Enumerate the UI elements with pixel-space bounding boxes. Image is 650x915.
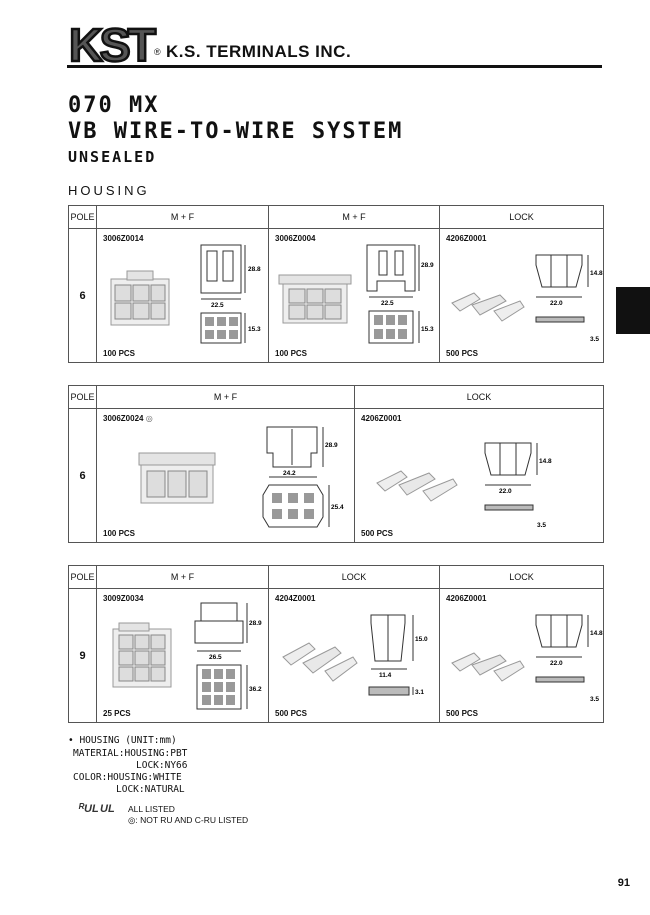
title-line-1: 070 MX (68, 93, 160, 118)
svg-text:22.5: 22.5 (211, 302, 224, 309)
ul-note: ◎: NOT RU AND C-RU LISTED (128, 815, 249, 825)
svg-text:3.5: 3.5 (590, 336, 600, 343)
svg-text:UL: UL (100, 803, 115, 815)
housing-table-1 (68, 205, 604, 363)
pole-count: 9 (69, 589, 97, 723)
kst-logo (67, 21, 157, 65)
svg-text:36.2: 36.2 (249, 686, 262, 693)
lock-photo (279, 637, 361, 687)
header-m-f: M + F (97, 566, 269, 589)
connector-photo (105, 269, 175, 331)
note-color-lock: LOCK:NATURAL (116, 784, 185, 795)
product-cell (440, 229, 604, 363)
package-quantity: 25 PCS (103, 709, 131, 718)
not-ru-listed-mark: ◎ (145, 414, 153, 423)
note-material: MATERIAL:HOUSING:PBT (73, 748, 188, 759)
dimension-drawing (532, 611, 604, 715)
dimension-drawing (197, 241, 267, 349)
dimension-drawing (481, 439, 561, 539)
title-line-3: UNSEALED (68, 148, 157, 166)
pole-count: 6 (69, 409, 97, 543)
svg-text:KST: KST (69, 21, 156, 65)
dimension-drawing (193, 599, 269, 713)
package-quantity: 500 PCS (275, 709, 308, 718)
header-pole: POLE (69, 386, 97, 409)
pole-count: 6 (69, 229, 97, 363)
part-number: 3006Z0014 (103, 234, 144, 243)
svg-text:ᴿ: ᴿ (78, 801, 85, 815)
product-cell (97, 229, 269, 363)
product-cell (97, 589, 269, 723)
header-lock: LOCK (355, 386, 604, 409)
svg-text:22.5: 22.5 (381, 300, 394, 307)
package-quantity: 100 PCS (275, 349, 308, 358)
svg-text:15.3: 15.3 (248, 326, 261, 333)
part-number: 4206Z0001 (361, 414, 402, 423)
svg-text:28.8: 28.8 (248, 266, 261, 273)
svg-text:11.4: 11.4 (379, 672, 392, 679)
svg-text:UL: UL (84, 803, 99, 815)
svg-text:14.8: 14.8 (590, 630, 603, 637)
dimension-drawing (261, 423, 351, 531)
product-cell (355, 409, 604, 543)
company-name: K.S. TERMINALS INC. (166, 42, 352, 61)
note-color: COLOR:HOUSING:WHITE (73, 772, 182, 783)
section-label: HOUSING (68, 183, 150, 198)
svg-text:24.2: 24.2 (283, 470, 296, 477)
header-pole: POLE (69, 206, 97, 229)
package-quantity: 500 PCS (446, 349, 479, 358)
note-material-lock: LOCK:NY66 (136, 760, 188, 771)
svg-text:26.5: 26.5 (209, 654, 222, 661)
svg-text:22.0: 22.0 (550, 300, 563, 307)
svg-text:28.9: 28.9 (249, 620, 262, 627)
header-m-f: M + F (97, 206, 269, 229)
package-quantity: 100 PCS (103, 349, 136, 358)
part-number: 4206Z0001 (446, 234, 487, 243)
part-number: 4204Z0001 (275, 594, 316, 603)
header-pole: POLE (69, 566, 97, 589)
svg-text:22.0: 22.0 (499, 488, 512, 495)
svg-text:15.3: 15.3 (421, 326, 434, 333)
part-number: 3006Z0024 ◎ (103, 414, 153, 423)
registered-mark: ® (154, 47, 161, 57)
header-lock: LOCK (440, 206, 604, 229)
svg-text:28.9: 28.9 (421, 262, 434, 269)
ul-listed-icon (78, 800, 118, 816)
svg-text:15.0: 15.0 (415, 636, 428, 643)
svg-text:28.9: 28.9 (325, 442, 338, 449)
title-line-2: VB WIRE-TO-WIRE SYSTEM (68, 119, 404, 144)
product-cell (97, 409, 355, 543)
dimension-drawing (532, 251, 604, 351)
header-m-f: M + F (97, 386, 355, 409)
header-lock: LOCK (440, 566, 604, 589)
lock-photo (450, 649, 526, 689)
dimension-drawing (365, 241, 437, 349)
note-housing-unit: • HOUSING (UNIT:mm) (68, 735, 177, 746)
product-cell (440, 589, 604, 723)
svg-text:22.0: 22.0 (550, 660, 563, 667)
svg-text:25.4: 25.4 (331, 504, 344, 511)
lock-photo (450, 289, 526, 329)
housing-table-3 (68, 565, 604, 723)
connector-photo (137, 449, 217, 509)
svg-text:14.8: 14.8 (590, 270, 603, 277)
lock-photo (375, 467, 461, 511)
header-lock: LOCK (269, 566, 440, 589)
svg-text:3.1: 3.1 (415, 689, 425, 696)
product-cell (269, 589, 440, 723)
dimension-drawing (367, 611, 437, 715)
chapter-tab-marker (616, 287, 650, 334)
connector-photo (277, 269, 353, 331)
svg-text:14.8: 14.8 (539, 458, 552, 465)
part-number: 3006Z0004 (275, 234, 316, 243)
housing-table-2 (68, 385, 604, 543)
product-cell (269, 229, 440, 363)
page-number: 91 (617, 877, 630, 889)
package-quantity: 500 PCS (361, 529, 394, 538)
part-number: 3009Z0034 (103, 594, 144, 603)
connector-photo (107, 619, 177, 693)
svg-text:3.5: 3.5 (590, 696, 600, 703)
header-rule (67, 65, 602, 68)
header-m-f: M + F (269, 206, 440, 229)
package-quantity: 500 PCS (446, 709, 479, 718)
part-number: 4206Z0001 (446, 594, 487, 603)
package-quantity: 100 PCS (103, 529, 136, 538)
ul-listed-text: ALL LISTED (128, 804, 175, 814)
svg-text:3.5: 3.5 (537, 522, 547, 529)
